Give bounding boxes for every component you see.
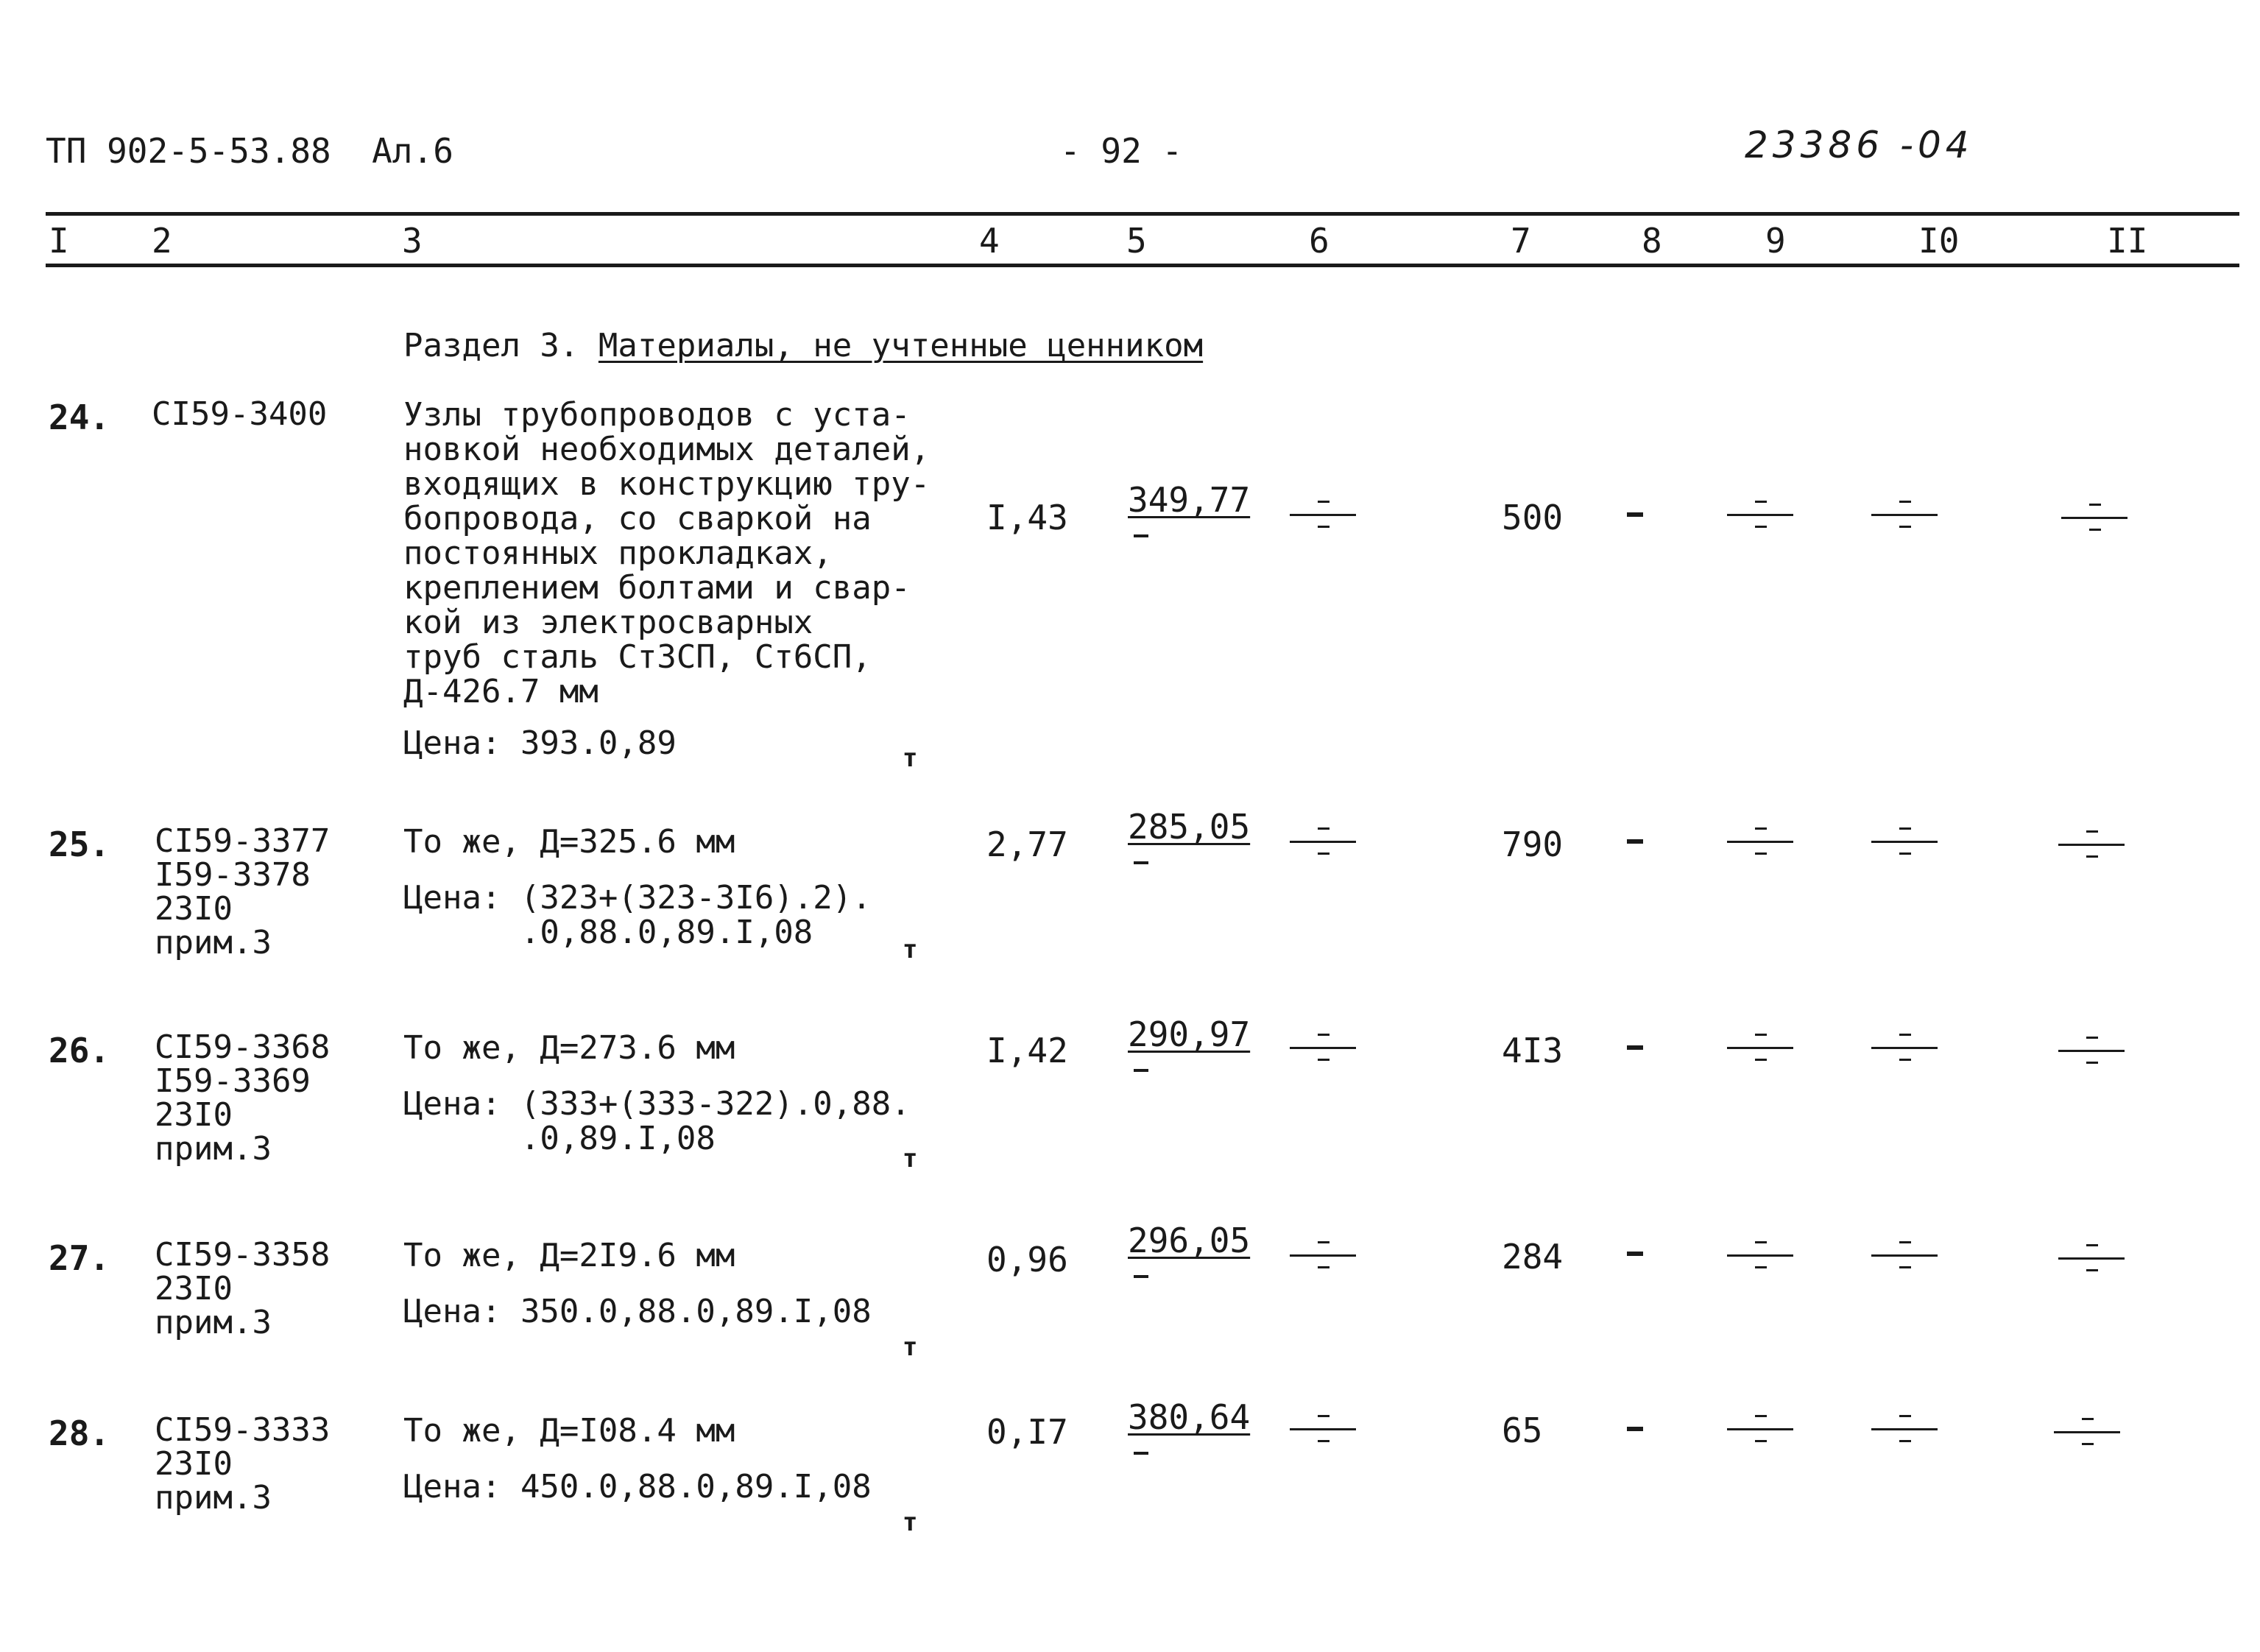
- ditto-mark-col10: [1871, 825, 1938, 858]
- ditto-mark-col6: [1290, 1031, 1356, 1065]
- header-top-rule: [46, 212, 2239, 216]
- unit-label: т: [903, 1508, 918, 1537]
- row-code-line: CI59-3377: [155, 822, 331, 860]
- section-heading: [403, 328, 1203, 363]
- quantity: 0,96: [986, 1240, 1068, 1279]
- cost-sub-dash: [1134, 1275, 1148, 1278]
- column-header-10: I0: [1918, 221, 1960, 261]
- ditto-mark-col9: [1727, 1031, 1793, 1065]
- column-header-9: 9: [1765, 221, 1786, 261]
- column-header-2: 2: [152, 221, 172, 261]
- row-code-line: CI59-3400: [152, 395, 328, 433]
- column-header-3: 3: [402, 221, 423, 261]
- price-formula: Цена: 393.0,89: [403, 724, 677, 762]
- document-code: ТП 902-5-53.88 Ал.6: [46, 131, 453, 171]
- row-description: То же, Д=325.6 мм: [403, 823, 735, 861]
- row-description: То же, Д=2I9.6 мм: [403, 1237, 735, 1274]
- ditto-mark-col9: [1727, 1238, 1793, 1272]
- row-code-line: 23I0: [155, 1445, 233, 1483]
- price-formula: Цена: 450.0,88.0,89.I,08: [403, 1468, 872, 1505]
- price-formula: [403, 1087, 911, 1156]
- row-description: То же, Д=273.6 мм: [403, 1029, 735, 1067]
- unit-cost: 380,64: [1128, 1397, 1251, 1437]
- quantity: 0,I7: [986, 1412, 1068, 1452]
- handwritten-registration-number: 23386 -04: [1745, 124, 1974, 166]
- column-header-7: 7: [1511, 221, 1531, 261]
- price-line: Цена: (323+(323-3I6).2).: [403, 879, 872, 917]
- unit-cost: 349,77: [1128, 480, 1251, 520]
- col7-value: 4I3: [1502, 1031, 1564, 1070]
- unit-cost: 285,05: [1128, 807, 1251, 847]
- price-formula: Цена: 350.0,88.0,89.I,08: [403, 1293, 872, 1330]
- ditto-mark-col9: [1727, 825, 1793, 858]
- cost-sub-dash: [1134, 534, 1148, 537]
- col8-dash: [1627, 512, 1643, 517]
- description-line: Узлы трубопроводов с уста-: [403, 396, 911, 434]
- row-number: 27.: [49, 1238, 110, 1278]
- quantity: 2,77: [986, 825, 1068, 864]
- unit-label: т: [903, 935, 918, 964]
- ditto-mark-col11: [2058, 1034, 2125, 1067]
- ditto-mark-col11: [2058, 827, 2125, 861]
- col8-dash: [1627, 1252, 1643, 1256]
- unit-cost: 296,05: [1128, 1221, 1251, 1260]
- description-line: кой из электросварных: [403, 604, 813, 641]
- ditto-mark-col10: [1871, 1031, 1938, 1065]
- ditto-mark-col9: [1727, 1412, 1793, 1446]
- row-number: 28.: [49, 1413, 110, 1453]
- row-code-line: CI59-3368: [155, 1028, 331, 1066]
- ditto-mark-col10: [1871, 1412, 1938, 1446]
- row-codes: [155, 822, 331, 961]
- column-header-4: 4: [979, 221, 1000, 261]
- row-code-line: CI59-3333: [155, 1411, 331, 1449]
- column-header-11: II: [2107, 221, 2148, 261]
- col8-dash: [1627, 1427, 1643, 1431]
- price-line: Цена: (333+(333-322).0,88.: [403, 1085, 911, 1123]
- row-number: 26.: [49, 1031, 110, 1070]
- description-line: креплением болтами и свар-: [403, 569, 911, 607]
- column-header-5: 5: [1126, 221, 1147, 261]
- row-code-line: CI59-3358: [155, 1236, 331, 1274]
- cost-sub-dash: [1134, 1069, 1148, 1072]
- column-header-1: I: [49, 221, 69, 261]
- column-header-8: 8: [1642, 221, 1662, 261]
- page-number: - 92 -: [1060, 131, 1183, 171]
- ditto-mark-col6: [1290, 1238, 1356, 1272]
- section-prefix: Раздел 3.: [403, 327, 579, 364]
- col7-value: 65: [1502, 1411, 1543, 1450]
- ditto-mark-col9: [1727, 498, 1793, 532]
- row-codes: [155, 1413, 330, 1515]
- price-formula: [403, 880, 872, 950]
- ditto-mark-col6: [1290, 1412, 1356, 1446]
- row-code-line: 23I0: [155, 1096, 233, 1134]
- row-codes: [155, 1238, 330, 1340]
- description-line: входящих в конструкцию тру-: [403, 465, 931, 503]
- row-codes: [155, 1028, 331, 1168]
- ditto-mark-col10: [1871, 1238, 1938, 1272]
- row-description: [403, 398, 930, 709]
- unit-label: т: [903, 1332, 918, 1362]
- row-number: 25.: [49, 825, 110, 864]
- col7-value: 284: [1502, 1237, 1564, 1277]
- quantity: I,42: [986, 1031, 1068, 1070]
- row-code-line: прим.3: [155, 924, 272, 961]
- row-code-line: прим.3: [155, 1304, 272, 1341]
- row-code-line: прим.3: [155, 1479, 272, 1517]
- col7-value: 500: [1502, 498, 1564, 537]
- ditto-mark-col11: [2054, 1415, 2120, 1449]
- description-line: новкой необходимых деталей,: [403, 431, 931, 468]
- col7-value: 790: [1502, 825, 1564, 864]
- header-bottom-rule: [46, 264, 2239, 267]
- unit-label: т: [903, 1144, 918, 1173]
- description-line: постоянных прокладках,: [403, 534, 833, 572]
- row-code-line: прим.3: [155, 1130, 272, 1168]
- row-code-line: I59-3369: [155, 1062, 311, 1100]
- price-line: .0,88.0,89.I,08: [403, 914, 813, 951]
- price-line: .0,89.I,08: [403, 1120, 716, 1157]
- unit-cost: 290,97: [1128, 1014, 1251, 1054]
- row-description: То же, Д=I08.4 мм: [403, 1412, 735, 1450]
- ditto-mark-col6: [1290, 825, 1356, 858]
- cost-sub-dash: [1134, 1452, 1148, 1455]
- quantity: I,43: [986, 498, 1068, 537]
- cost-sub-dash: [1134, 861, 1148, 864]
- row-code-line: 23I0: [155, 1270, 233, 1307]
- ditto-mark-col10: [1871, 498, 1938, 532]
- ditto-mark-col6: [1290, 498, 1356, 532]
- description-line: труб сталь Ст3СП, Ст6СП,: [403, 638, 872, 676]
- row-number: 24.: [49, 398, 110, 437]
- unit-label: т: [903, 744, 918, 773]
- row-code-line: 23I0: [155, 890, 233, 928]
- col8-dash: [1627, 1045, 1643, 1050]
- column-header-6: 6: [1309, 221, 1329, 261]
- description-line: бопровода, со сваркой на: [403, 500, 872, 537]
- ditto-mark-col11: [2058, 1241, 2125, 1275]
- row-code-line: I59-3378: [155, 856, 311, 894]
- ditto-mark-col11: [2061, 501, 2127, 534]
- col8-dash: [1627, 839, 1643, 844]
- description-line: Д-426.7 мм: [403, 673, 598, 710]
- section-title: Материалы, не учтенные ценником: [598, 327, 1204, 364]
